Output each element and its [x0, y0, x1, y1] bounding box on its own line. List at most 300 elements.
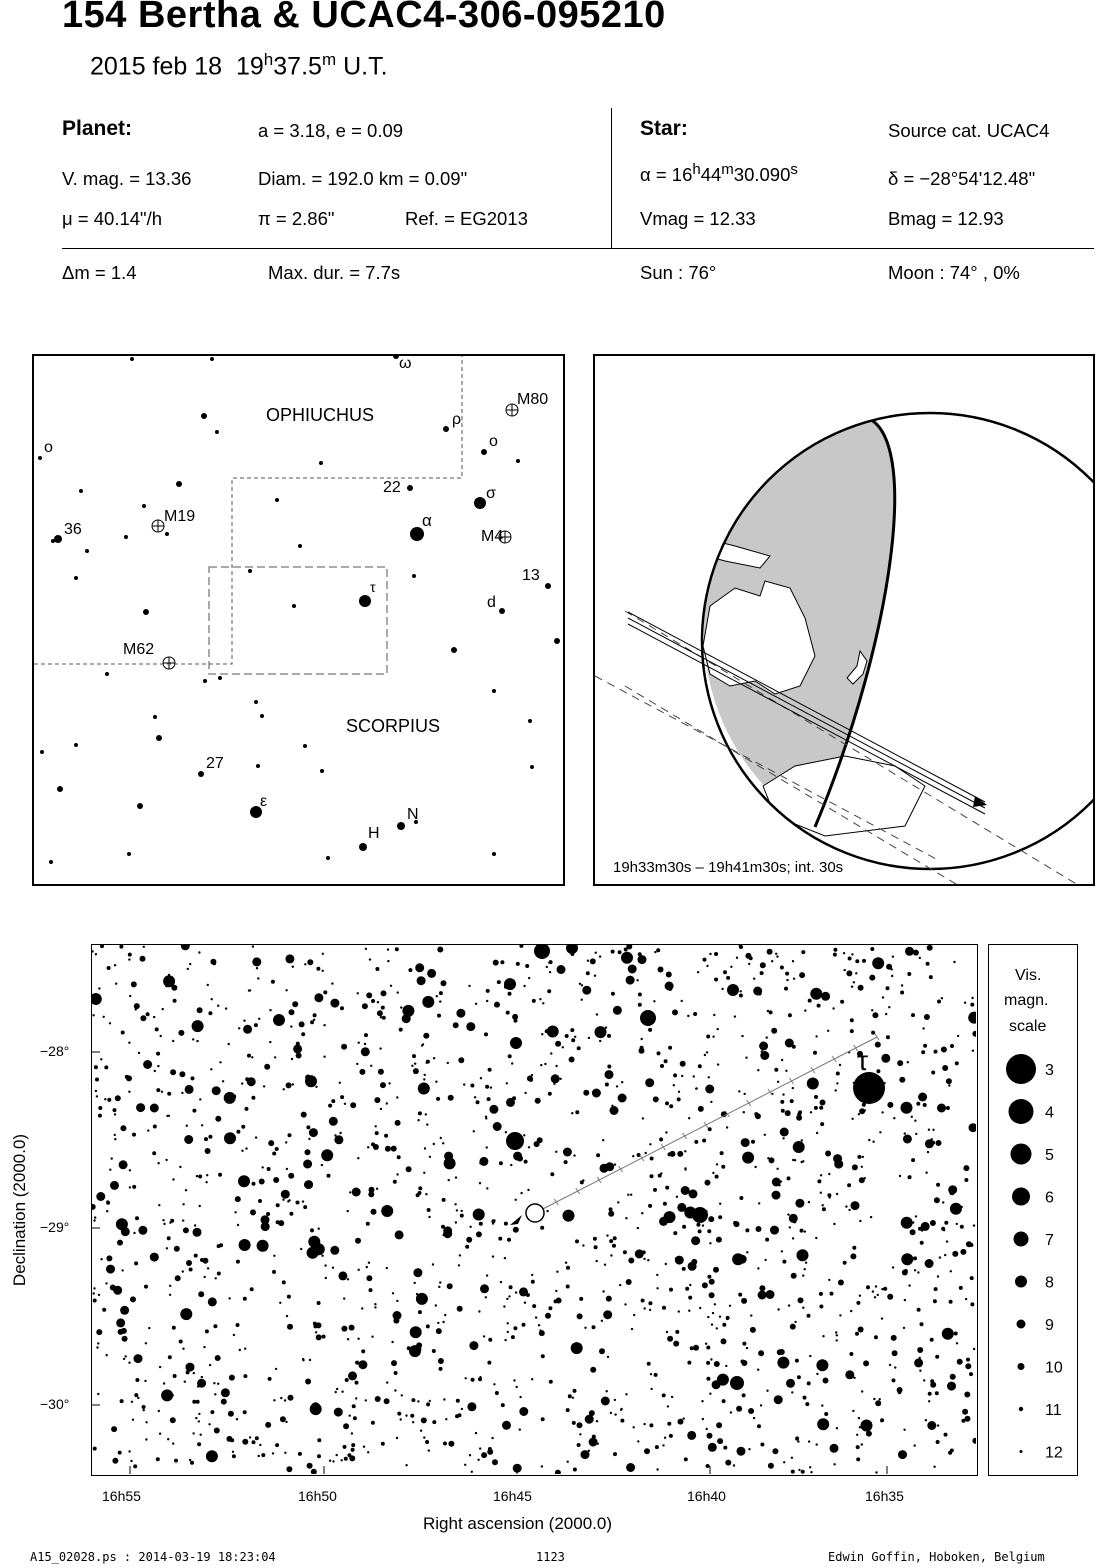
chart-star	[539, 998, 541, 1000]
chart-star	[133, 1464, 137, 1468]
chart-star	[681, 1075, 683, 1077]
chart-star	[366, 1222, 370, 1226]
chart-star	[927, 945, 933, 951]
finder-star	[165, 532, 169, 536]
chart-star	[299, 1021, 305, 1027]
chart-star	[330, 1246, 339, 1255]
chart-star	[343, 1423, 349, 1429]
chart-star	[366, 1266, 368, 1268]
chart-star	[549, 1380, 553, 1384]
chart-star	[433, 1057, 435, 1059]
constellation-boundary	[34, 356, 462, 664]
chart-star	[423, 1033, 429, 1039]
chart-star	[483, 1335, 485, 1337]
chart-star	[970, 1302, 974, 1306]
chart-star	[254, 1023, 258, 1027]
chart-star	[919, 1370, 921, 1372]
chart-star	[614, 1413, 616, 1415]
chart-star	[507, 1322, 509, 1324]
chart-star	[793, 978, 795, 980]
chart-star	[210, 1410, 214, 1414]
chart-star	[204, 1276, 206, 1278]
chart-star	[390, 985, 392, 987]
chart-star	[571, 1342, 583, 1354]
chart-star	[321, 1164, 323, 1166]
chart-star	[179, 1166, 181, 1168]
chart-star	[567, 1461, 569, 1463]
chart-star	[513, 1326, 517, 1330]
chart-star	[820, 1174, 822, 1176]
chart-star	[856, 1445, 860, 1449]
chart-star	[932, 1129, 934, 1131]
chart-star	[904, 1299, 906, 1301]
chart-star	[329, 1460, 331, 1462]
chart-star	[624, 1303, 626, 1305]
chart-star	[851, 986, 853, 988]
chart-star	[358, 1042, 360, 1044]
event-datetime	[90, 50, 388, 81]
chart-star	[266, 1212, 270, 1216]
chart-star	[192, 1432, 194, 1434]
chart-star	[917, 1271, 919, 1273]
chart-star	[721, 1165, 725, 1169]
magnitude-drop: Δm = 1.4	[62, 262, 137, 283]
chart-star	[766, 1390, 768, 1392]
chart-star	[870, 1216, 872, 1218]
chart-star	[285, 954, 294, 963]
chart-star	[371, 1421, 375, 1425]
chart-star	[288, 1395, 294, 1401]
chart-star	[960, 1249, 966, 1255]
finder-star	[176, 481, 182, 487]
chart-star	[247, 1054, 251, 1058]
chart-star	[285, 1141, 287, 1143]
chart-star	[596, 1260, 598, 1262]
chart-star	[396, 1300, 398, 1302]
chart-star	[184, 1381, 186, 1383]
chart-star	[866, 1431, 872, 1437]
chart-star	[455, 1176, 457, 1178]
chart-star	[495, 1391, 499, 1395]
chart-star	[604, 1264, 606, 1266]
chart-star	[833, 1463, 835, 1465]
chart-star	[334, 1134, 336, 1136]
chart-star	[321, 1149, 333, 1161]
chart-star	[428, 1216, 430, 1218]
finder-star	[137, 803, 143, 809]
chart-star	[846, 970, 852, 976]
chart-star	[170, 1417, 176, 1423]
chart-star	[401, 1394, 403, 1396]
chart-star	[438, 1286, 440, 1288]
chart-star	[852, 1164, 858, 1170]
chart-star	[785, 1039, 794, 1048]
chart-star	[923, 1103, 927, 1107]
chart-star	[186, 1125, 188, 1127]
chart-star	[565, 1262, 567, 1264]
chart-star	[847, 1183, 851, 1187]
chart-star	[100, 1258, 102, 1260]
info-divider	[611, 108, 612, 248]
event-time-hours: 19	[235, 52, 264, 81]
chart-star	[772, 1448, 778, 1454]
chart-star	[699, 1307, 701, 1309]
chart-star	[143, 1409, 145, 1411]
chart-star	[172, 1178, 174, 1180]
chart-star	[447, 1062, 449, 1064]
chart-star	[709, 1242, 711, 1244]
chart-star	[748, 1408, 754, 1414]
chart-star	[155, 1027, 159, 1031]
chart-star	[613, 1006, 622, 1015]
chart-star	[648, 1204, 652, 1208]
chart-star	[845, 1370, 854, 1379]
chart-star	[378, 1069, 384, 1075]
chart-star	[293, 1044, 302, 1053]
chart-star	[347, 1338, 349, 1340]
bright-star	[692, 1207, 708, 1223]
chart-star	[169, 1285, 171, 1287]
chart-star	[717, 1438, 723, 1444]
chart-star	[726, 976, 730, 980]
chart-star	[667, 1422, 671, 1426]
chart-star	[412, 1054, 416, 1058]
chart-star	[369, 958, 371, 960]
chart-star	[97, 1393, 99, 1395]
chart-star	[886, 964, 892, 970]
chart-star	[363, 1446, 365, 1448]
chart-star	[751, 1140, 755, 1144]
chart-star	[798, 1469, 800, 1471]
chart-star	[956, 1223, 958, 1225]
chart-star	[850, 1310, 852, 1312]
chart-star	[746, 1251, 748, 1253]
chart-star	[313, 1243, 325, 1255]
chart-star	[804, 1230, 806, 1232]
chart-star	[140, 1015, 146, 1021]
chart-star	[587, 960, 589, 962]
chart-star	[198, 1175, 202, 1179]
chart-star	[114, 1134, 116, 1136]
chart-star	[793, 1141, 805, 1153]
chart-star	[393, 1318, 399, 1324]
chart-star	[352, 1188, 361, 1197]
chart-star	[493, 1383, 495, 1385]
chart-star	[170, 1069, 176, 1075]
chart-star	[116, 1318, 125, 1327]
finder-star	[130, 357, 134, 361]
chart-star	[399, 1028, 403, 1032]
chart-star	[344, 1457, 348, 1461]
chart-star	[379, 1047, 381, 1049]
chart-star	[934, 1050, 938, 1054]
finder-star	[474, 497, 486, 509]
chart-star	[421, 1417, 427, 1423]
chart-star	[143, 1060, 152, 1069]
legend-magnitude: 10	[1045, 1359, 1063, 1377]
bright-star	[273, 1014, 285, 1026]
chart-star	[425, 1193, 427, 1195]
sun-distance: Sun : 76°	[640, 262, 717, 283]
chart-star	[128, 958, 130, 960]
chart-star	[128, 953, 132, 957]
chart-star	[879, 1131, 881, 1133]
chart-star	[713, 1267, 719, 1273]
finder-star	[218, 676, 222, 680]
chart-star	[774, 1068, 778, 1072]
chart-star	[511, 1335, 515, 1339]
chart-star	[526, 1293, 530, 1297]
chart-star	[425, 1440, 429, 1444]
chart-star	[937, 1424, 939, 1426]
chart-star	[756, 1226, 762, 1232]
chart-star	[160, 1035, 162, 1037]
chart-star	[684, 1457, 688, 1461]
chart-star	[197, 1442, 201, 1446]
chart-star	[739, 945, 741, 947]
chart-star	[855, 972, 857, 974]
chart-star	[307, 959, 313, 965]
chart-star	[971, 997, 973, 999]
chart-star	[877, 1294, 879, 1296]
chart-star	[599, 1040, 601, 1042]
chart-star	[411, 1065, 413, 1067]
chart-star	[828, 1279, 830, 1281]
chart-star	[925, 1172, 927, 1174]
chart-star	[285, 1421, 287, 1423]
chart-star	[875, 1285, 877, 1287]
chart-star	[950, 1270, 952, 1272]
chart-star	[106, 1201, 110, 1205]
chart-star	[736, 1406, 742, 1412]
chart-star	[466, 1237, 472, 1243]
chart-star	[110, 1181, 119, 1190]
y-axis-label: Declination (2000.0)	[10, 1133, 29, 1287]
chart-star	[275, 1147, 279, 1151]
chart-star	[781, 1250, 783, 1252]
chart-star	[261, 1215, 270, 1224]
chart-star	[903, 1135, 912, 1144]
chart-star	[397, 1412, 401, 1416]
chart-star	[764, 1134, 766, 1136]
finder-label: 22	[383, 479, 401, 496]
chart-star	[486, 1000, 488, 1002]
chart-star	[791, 1457, 793, 1459]
chart-star	[964, 1002, 966, 1004]
chart-star	[720, 1151, 724, 1155]
chart-star	[340, 1095, 344, 1099]
chart-star	[601, 1320, 603, 1322]
finder-star	[79, 489, 83, 493]
chart-star	[323, 1056, 325, 1058]
chart-star	[445, 1418, 447, 1420]
chart-star	[924, 1014, 930, 1020]
chart-star	[174, 1246, 180, 1252]
chart-star	[486, 989, 490, 993]
chart-star	[239, 1349, 241, 1351]
chart-star	[250, 1287, 254, 1291]
chart-star	[855, 959, 859, 963]
chart-star	[204, 1137, 208, 1141]
chart-star	[708, 1443, 717, 1452]
chart-star	[595, 952, 597, 954]
chart-star	[515, 1199, 517, 1201]
chart-star	[690, 1346, 694, 1350]
chart-star	[850, 1253, 856, 1259]
chart-star	[488, 1338, 492, 1342]
chart-star	[910, 1229, 916, 1235]
chart-star	[540, 1064, 542, 1066]
star-vmag: Vmag = 12.33	[640, 208, 756, 229]
chart-star	[356, 1063, 358, 1065]
chart-star	[760, 1404, 762, 1406]
chart-star	[859, 1426, 861, 1428]
chart-star	[963, 1165, 969, 1171]
chart-star	[175, 1275, 181, 1281]
chart-star	[822, 1207, 826, 1211]
chart-star	[721, 988, 723, 990]
chart-star	[347, 1278, 349, 1280]
chart-star	[92, 1204, 96, 1210]
chart-star	[638, 1003, 642, 1007]
chart-star	[178, 1030, 184, 1036]
chart-star	[185, 1189, 187, 1191]
chart-star	[917, 1308, 921, 1312]
chart-star	[643, 1258, 645, 1260]
chart-star	[341, 1044, 347, 1050]
chart-star	[172, 1442, 174, 1444]
chart-star	[738, 1293, 742, 1297]
planet-diameter: Diam. = 192.0 km = 0.09"	[258, 168, 468, 189]
chart-star	[481, 1452, 487, 1458]
asia-landmass	[633, 436, 703, 586]
chart-star	[636, 979, 638, 981]
chart-star	[317, 1301, 321, 1305]
chart-star	[655, 1445, 659, 1449]
chart-star	[716, 1237, 722, 1243]
chart-star	[694, 1140, 698, 1144]
chart-star	[302, 1359, 304, 1361]
chart-star	[973, 1224, 975, 1226]
chart-star	[972, 1031, 976, 1037]
chart-star	[965, 1416, 971, 1422]
star-source-catalog: Source cat. UCAC4	[888, 120, 1050, 141]
chart-star	[236, 1260, 240, 1264]
chart-star	[610, 1412, 612, 1414]
max-duration: Max. dur. = 7.7s	[268, 262, 401, 283]
chart-star	[250, 1209, 256, 1215]
chart-star	[523, 985, 525, 987]
chart-star	[645, 1152, 647, 1154]
chart-star	[296, 1201, 300, 1205]
globe-panel	[593, 354, 1095, 886]
chart-star	[761, 1050, 763, 1052]
chart-star	[688, 1310, 690, 1312]
chart-star	[898, 1450, 907, 1459]
chart-star	[304, 963, 306, 965]
chart-star	[259, 1179, 265, 1185]
chart-star	[930, 1382, 936, 1388]
chart-star	[856, 1457, 860, 1461]
chart-star	[913, 950, 919, 956]
chart-star	[284, 1399, 286, 1401]
chart-star	[189, 1268, 193, 1272]
chart-star	[258, 1199, 262, 1203]
legend-magnitude: 9	[1045, 1317, 1054, 1334]
chart-star	[654, 951, 656, 953]
chart-star	[273, 1177, 279, 1183]
chart-star	[771, 960, 773, 962]
chart-star	[850, 1029, 854, 1033]
chart-star	[219, 1061, 221, 1063]
chart-star	[727, 984, 739, 996]
chart-star	[649, 1423, 653, 1427]
chart-star	[364, 1043, 366, 1045]
chart-star	[852, 1246, 856, 1250]
chart-star	[397, 991, 399, 993]
chart-star	[437, 1014, 441, 1018]
track-tick	[790, 1078, 794, 1084]
chart-star	[280, 1416, 286, 1422]
chart-star	[362, 1003, 368, 1009]
chart-star	[198, 951, 200, 953]
chart-star	[658, 967, 664, 973]
chart-star	[619, 1284, 621, 1286]
chart-star	[872, 957, 884, 969]
chart-star	[573, 1468, 577, 1472]
chart-star	[307, 1463, 313, 1469]
finder-star	[319, 461, 323, 465]
chart-star	[361, 1349, 365, 1353]
finder-star	[451, 647, 457, 653]
chart-star	[548, 1306, 552, 1310]
chart-star	[706, 1428, 708, 1430]
chart-star	[798, 1297, 804, 1303]
chart-star	[461, 1210, 463, 1212]
finder-star	[127, 852, 131, 856]
chart-star	[168, 1355, 172, 1359]
finder-star	[74, 743, 78, 747]
chart-star	[618, 1094, 627, 1103]
chart-star	[886, 986, 890, 990]
chart-star	[758, 1350, 764, 1356]
chart-star	[478, 1377, 482, 1381]
finder-label: N	[407, 806, 419, 823]
chart-star	[367, 1146, 369, 1148]
chart-star	[759, 1285, 765, 1291]
finder-label: M19	[164, 508, 196, 525]
chart-star	[709, 1219, 711, 1221]
chart-star	[702, 1282, 708, 1288]
chart-star	[369, 1187, 375, 1193]
chart-star	[706, 1035, 710, 1039]
chart-star	[969, 1123, 977, 1132]
chart-star	[316, 1334, 322, 1340]
track-tick	[597, 1177, 601, 1183]
chart-star	[132, 1133, 136, 1137]
chart-star	[614, 1399, 616, 1401]
chart-star	[106, 1354, 108, 1356]
chart-star	[287, 1295, 291, 1299]
chart-star	[901, 1217, 913, 1229]
chart-star	[726, 1316, 730, 1320]
chart-star	[788, 1013, 792, 1017]
chart-star	[461, 1408, 463, 1410]
chart-star	[205, 1181, 207, 1183]
chart-star	[653, 1000, 655, 1002]
chart-star	[511, 1062, 513, 1064]
chart-star	[534, 1141, 540, 1147]
